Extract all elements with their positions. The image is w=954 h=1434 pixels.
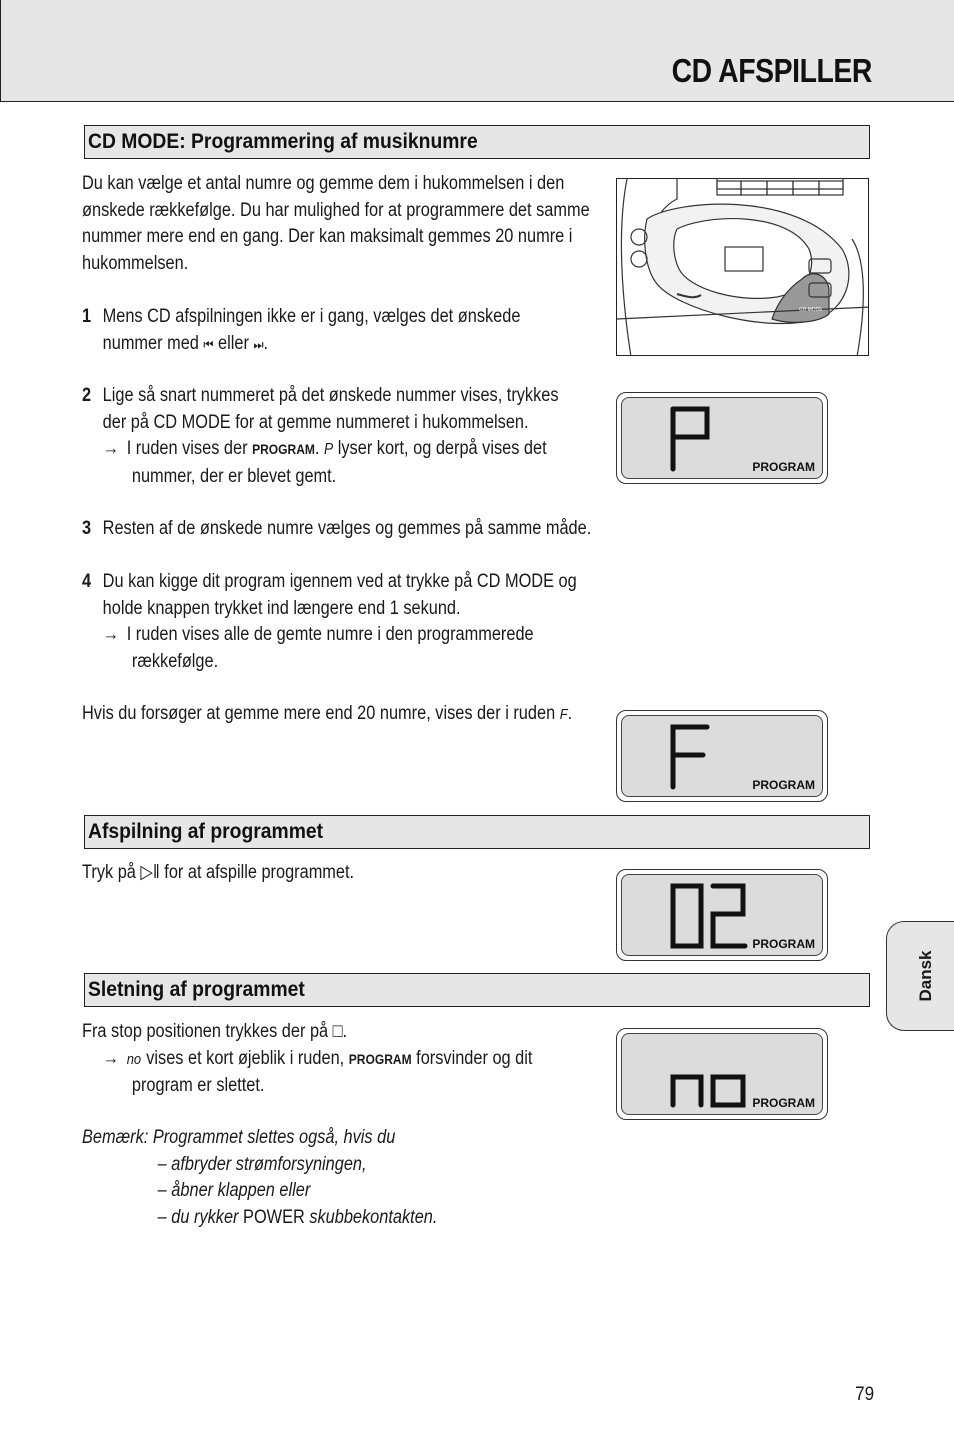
step-text: Resten af de ønskede numre vælges og gemmes på samme måde.	[102, 518, 592, 539]
step-result-text: I ruden vises alle de gemte numre i den programmerede	[126, 624, 534, 645]
note-line: – åbner klappen eller	[157, 1180, 311, 1201]
delete-text: .	[342, 1021, 348, 1042]
step-text: nummer med	[102, 332, 199, 354]
step-text: holde knappen trykket ind længere end 1 sekund.	[102, 597, 461, 619]
note-line: – afbryder strømforsyningen,	[157, 1153, 367, 1175]
program-label: PROGRAM	[348, 1050, 412, 1067]
step-2: 2 Lige så snart nummeret på det ønskede nummer vises, trykkes der på CD MODE for at gemme nummeret i hukommelsen. → I ruden vises der PROGRAM. P lyser kort, og derpå vises det nummer, der er blevet gemt.	[82, 383, 559, 490]
previous-track-icon: ⏮	[203, 336, 214, 352]
arrow-icon: →	[102, 1047, 119, 1069]
intro-line: ønskede rækkefølge. Du har mulighed for at programmere det samme	[82, 199, 590, 221]
step-result-text: I ruden vises der	[126, 438, 248, 459]
step-text: Mens CD afspilningen ikke er i gang, vælges det ønskede	[102, 306, 521, 327]
delete-result-text: forsvinder og dit	[416, 1047, 533, 1069]
lcd-display-no	[616, 1028, 828, 1120]
language-tab	[886, 921, 954, 1031]
intro-line: nummer mere end en gang. Der kan maksimalt gemmes 20 numre i	[82, 226, 573, 247]
lcd-display-p	[616, 392, 828, 484]
step-number: 1	[82, 306, 92, 327]
lcd-digits	[667, 880, 757, 950]
power-label: POWER	[243, 1206, 305, 1228]
lcd-program-indicator: PROGRAM	[752, 1096, 815, 1110]
step-result-text: nummer, der er blevet gemt.	[131, 465, 337, 487]
lcd-program-indicator: PROGRAM	[752, 778, 815, 792]
delete-result-text: program er slettet.	[131, 1075, 265, 1096]
step-result-text: lyser kort, og derpå vises det	[337, 438, 547, 459]
device-illustration	[616, 178, 869, 356]
page-title: CD AFSPILLER	[671, 52, 872, 89]
step-text: Du kan kigge dit program igennem ved at trykke på CD MODE og	[102, 571, 577, 592]
page-header	[0, 0, 954, 102]
lcd-no-symbol: no	[126, 1050, 142, 1068]
overflow-text: Hvis du forsøger at gemme mere end 20 numre, vises der i ruden	[82, 703, 556, 724]
lcd-digits	[667, 403, 727, 473]
next-track-icon: ⏭	[253, 336, 264, 352]
playback-text: for at afspille programmet.	[164, 862, 355, 883]
step-text: der på CD MODE for at gemme nummeret i hukommelsen.	[102, 411, 529, 433]
intro-line: Du kan vælge et antal numre og gemme dem i hukommelsen i den	[82, 173, 565, 194]
program-label: PROGRAM	[252, 441, 315, 457]
lcd-digits	[667, 1039, 757, 1109]
delete-result-text: vises et kort øjeblik i ruden,	[146, 1047, 345, 1069]
lcd-program-indicator: PROGRAM	[752, 460, 815, 474]
step-4	[82, 569, 577, 675]
stop-icon: □	[332, 1021, 343, 1042]
step-number: 4	[82, 571, 92, 592]
section-heading-programming	[84, 125, 870, 159]
intro-paragraph	[82, 171, 590, 277]
lcd-digits	[667, 721, 727, 791]
arrow-icon: →	[102, 624, 119, 645]
playback-text: Tryk på	[82, 862, 136, 883]
step-number: 2	[82, 385, 92, 406]
step-3	[82, 516, 591, 543]
overflow-text: .	[567, 703, 573, 724]
lcd-display-02	[616, 869, 828, 961]
step-text: .	[263, 332, 269, 354]
section-heading-text: Afspilning af programmet	[88, 820, 324, 843]
lcd-program-indicator: PROGRAM	[752, 937, 815, 951]
playback-paragraph	[82, 860, 354, 887]
page-number: 79	[854, 1384, 874, 1405]
section-heading-delete	[84, 973, 870, 1007]
lcd-f-symbol: F	[559, 706, 568, 723]
section-heading-text: Sletning af programmet	[88, 978, 305, 1001]
delete-paragraph	[82, 1019, 532, 1100]
overflow-note	[82, 701, 572, 729]
note-line: Bemærk: Programmet slettes også, hvis du	[82, 1127, 396, 1148]
note-block	[82, 1125, 437, 1231]
cd-player-drawing	[617, 179, 869, 356]
lcd-display-f	[616, 710, 828, 802]
arrow-icon: →	[102, 438, 119, 459]
note-line: skubbekontakten.	[309, 1206, 438, 1228]
step-text: Lige så snart nummeret på det ønskede nummer vises, trykkes	[102, 385, 559, 406]
delete-text: Fra stop positionen trykkes der på	[82, 1021, 329, 1042]
lcd-p-symbol: P	[324, 441, 334, 458]
note-line: – du rykker	[157, 1206, 239, 1228]
step-1	[82, 304, 520, 358]
intro-line: hukommelsen.	[82, 252, 189, 274]
section-heading-text: CD MODE: Programmering af musiknumre	[88, 130, 478, 153]
step-result-text: rækkefølge.	[131, 650, 219, 672]
cd-mode-button-label: CD MODE	[799, 307, 823, 313]
section-heading-playback	[84, 815, 870, 849]
step-text: eller	[218, 332, 249, 354]
step-number: 3	[82, 518, 92, 539]
language-tab-label: Dansk	[916, 950, 935, 1002]
play-pause-icon: ▷ǁ	[140, 862, 160, 883]
